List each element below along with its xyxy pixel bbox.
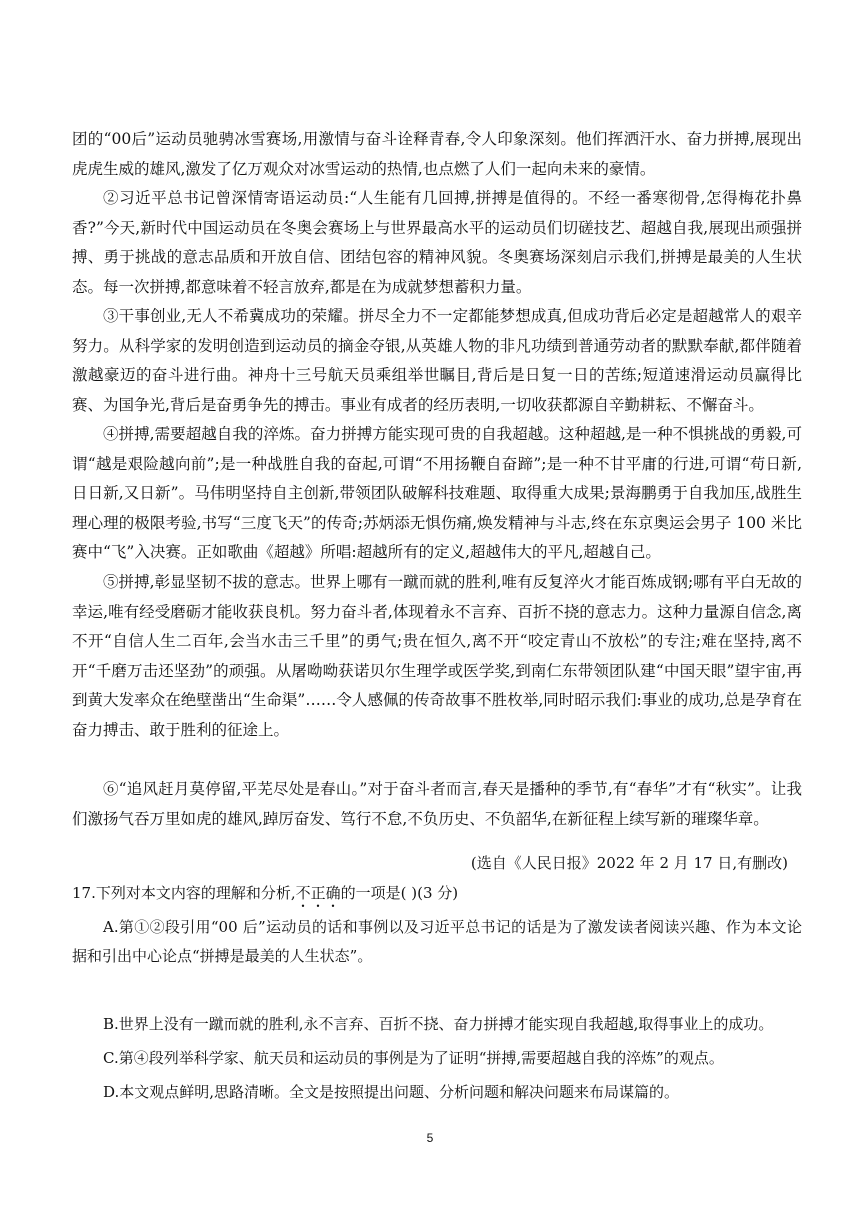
page-number: 5	[426, 1131, 434, 1145]
question-17	[72, 879, 802, 911]
option-a: A.第①②段引用“00 后”运动员的话和事例以及习近平总书记的话是为了激发读者阅读兴趣、作为本文论据和引出中心论点“拼搏是最美的人生状态”。	[72, 918, 802, 965]
question-prefix: 17.下列对本文内容的理解和分析,	[72, 884, 296, 902]
question-suffix: 的一项是( )(3 分)	[340, 884, 459, 902]
article-source: (选自《人民日报》2022 年 2 月 17 日,有删改)	[470, 854, 788, 872]
paragraph-5: ⑤拼搏,彰显坚韧不拔的意志。世界上哪有一蹴而就的胜利,唯有反复淬火才能百炼成钢;哪有平白无故的幸运,唯有经受磨砺才能收获良机。努力奋斗者,体现着永不言弃、百折不挠的意志力。这种力量源自信念,离不开“自信人生二百年,会当水击三千里”的勇气;贵在恒久,离不开“咬定青山不放松”的专注;难在坚持,离不开“千磨万击还坚劲”的顽强。从屠呦呦获诺贝尔生理学或医学奖,到南仁东带领团队建“中国天眼”望宇宙,再到黄大发率众在绝壁凿出“生命渠”……令人感佩的传奇故事不胜枚举,同时昭示我们:事业的成功,总是孕育在奋力搏击、敢于胜利的征途上。	[72, 573, 802, 739]
paragraph-3: ③干事创业,无人不希冀成功的荣耀。拼尽全力不一定都能梦想成真,但成功背后必定是超越常人的艰辛努力。从科学家的发明创造到运动员的摘金夺银,从英雄人物的非凡功绩到普通劳动者的默默奉献,都伴随着激越豪迈的奋斗进行曲。神舟十三号航天员乘组举世瞩目,背后是日复一日的苦练;短道速滑运动员赢得比赛、为国争光,背后是奋勇争先的搏击。事业有成者的经历表明,一切收获都源自辛勤耕耘、不懈奋斗。	[72, 307, 802, 414]
option-c: C.第④段列举科学家、航天员和运动员的事例是为了证明“拼搏,需要超越自我的淬炼”的观点。	[103, 1049, 724, 1067]
option-b: B.世界上没有一蹴而就的胜利,永不言弃、百折不挠、奋力拼搏才能实现自我超越,取得事业上的成功。	[103, 1015, 774, 1033]
paragraph-6: ⑥“追风赶月莫停留,平芜尽处是春山。”对于奋斗者而言,春天是播种的季节,有“春华”才有“秋实”。让我们激扬气吞万里如虎的雄风,踔厉奋发、笃行不怠,不负历史、不负韶华,在新征程上续写新的璀璨华章。	[72, 780, 802, 828]
paragraph-4: ④拼搏,需要超越自我的淬炼。奋力拼搏方能实现可贵的自我超越。这种超越,是一种不惧挑战的勇毅,可谓“越是艰险越向前”;是一种战胜自我的奋起,可谓“不用扬鞭自奋蹄”;是一种不甘平庸的行进,可谓“苟日新,日日新,又日新”。马伟明坚持自主创新,带领团队破解科技难题、取得重大成果;景海鹏勇于自我加压,战胜生理心理的极限考验,书写“三度飞天”的传奇;苏炳添无惧伤痛,焕发精神与斗志,终在东京奥运会男子 100 米比赛中“飞”入决赛。正如歌曲《超越》所唱:超越所有的定义,超越伟大的平凡,超越自己。	[72, 425, 802, 562]
paragraph-1-continued: 团的“00后”运动员驰骋冰雪赛场,用激情与奋斗诠释青春,令人印象深刻。他们挥洒汗水、奋力拼搏,展现出虎虎生威的雄风,激发了亿万观众对冰雪运动的热情,也点燃了人们一起向未来的豪情。	[72, 130, 802, 178]
paragraph-2: ②习近平总书记曾深情寄语运动员:“人生能有几回搏,拼搏是值得的。不经一番寒彻骨,怎得梅花扑鼻香?”今天,新时代中国运动员在冬奥会赛场上与世界最高水平的运动员们切磋技艺、超越自我,展现出顽强拼搏、勇于挑战的意志品质和开放自信、团结包容的精神风貌。冬奥赛场深刻启示我们,拼搏是最美的人生状态。每一次拼搏,都意味着不轻言放弃,都是在为成就梦想蓄积力量。	[72, 189, 802, 296]
option-d: D.本文观点鲜明,思路清晰。全文是按照提出问题、分析问题和解决问题来布局谋篇的。	[103, 1083, 680, 1101]
question-emphasis: 不正确	[295, 884, 341, 902]
